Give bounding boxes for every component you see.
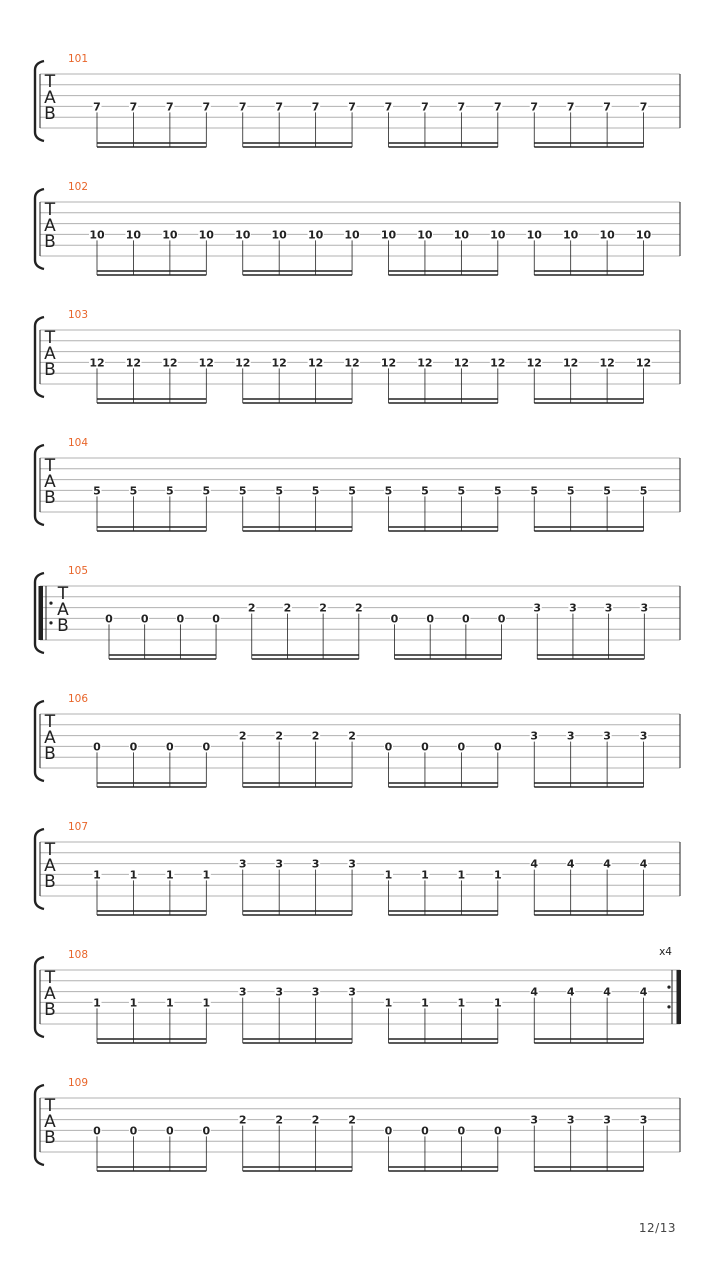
fret-number: 10 (417, 228, 433, 242)
measure-number: 101 (68, 53, 89, 65)
fret-number: 1 (93, 996, 101, 1010)
fret-number: 2 (311, 729, 320, 743)
tab-clef-letter: T (44, 840, 56, 860)
tab-clef-letter: A (44, 88, 56, 108)
fret-number: 10 (198, 228, 214, 242)
fret-number: 12 (599, 356, 615, 370)
measure-number: 106 (68, 693, 89, 705)
fret-number: 7 (311, 100, 320, 114)
fret-number: 7 (166, 100, 174, 114)
tab-system-109 (35, 1077, 680, 1171)
fret-number: 0 (457, 740, 466, 754)
fret-number: 2 (238, 1113, 247, 1127)
fret-number: 0 (202, 740, 211, 754)
page-number: 12/13 (638, 1221, 676, 1235)
fret-number: 7 (202, 100, 211, 114)
fret-number: 5 (603, 484, 611, 498)
fret-number: 1 (493, 996, 502, 1010)
measure-number: 108 (68, 949, 89, 961)
fret-number: 5 (457, 484, 466, 498)
fret-number: 4 (603, 985, 611, 999)
fret-number: 10 (453, 228, 470, 242)
fret-number: 12 (490, 356, 506, 370)
repeat-dot (49, 602, 52, 605)
fret-number: 5 (421, 484, 429, 498)
fret-number: 2 (348, 1113, 356, 1127)
fret-number: 1 (129, 996, 138, 1010)
tab-clef-letter: B (44, 232, 56, 252)
measure-number: 107 (68, 821, 89, 833)
fret-number: 12 (235, 356, 251, 370)
fret-number: 10 (563, 228, 579, 242)
measure-number: 104 (68, 437, 89, 449)
fret-number: 0 (105, 612, 113, 626)
fret-number: 3 (604, 601, 613, 615)
tab-clef-letter: T (44, 712, 56, 732)
tab-clef-letter: T (44, 72, 56, 92)
fret-number: 3 (603, 729, 611, 743)
fret-number: 0 (166, 1124, 174, 1138)
fret-number: 7 (566, 100, 575, 114)
tab-clef-letter: T (44, 968, 56, 988)
measure-number: 103 (68, 309, 89, 321)
fret-number: 0 (129, 740, 138, 754)
fret-number: 12 (635, 356, 652, 370)
tab-clef-letter: B (44, 872, 56, 892)
fret-number: 4 (639, 857, 648, 871)
fret-number: 7 (639, 100, 648, 114)
fret-number: 10 (599, 228, 615, 242)
repeat-dot (667, 986, 670, 989)
tab-clef-letter: T (44, 1096, 56, 1116)
tab-system-106 (35, 693, 680, 787)
fret-number: 3 (238, 857, 247, 871)
fret-number: 1 (493, 868, 502, 882)
fret-number: 5 (566, 484, 575, 498)
fret-number: 1 (93, 868, 101, 882)
fret-number: 0 (493, 740, 502, 754)
fret-number: 0 (212, 612, 220, 626)
fret-number: 3 (348, 985, 356, 999)
fret-number: 5 (93, 484, 101, 498)
fret-number: 2 (247, 601, 256, 615)
measure-number: 109 (68, 1077, 89, 1089)
fret-number: 1 (457, 868, 466, 882)
fret-number: 0 (166, 740, 174, 754)
fret-number: 10 (380, 228, 397, 242)
tab-clef-letter: B (44, 1128, 56, 1148)
fret-number: 0 (93, 740, 101, 754)
tab-system-101 (35, 53, 680, 147)
measure-number: 105 (68, 565, 89, 577)
tab-system-104 (35, 437, 680, 531)
fret-number: 10 (235, 228, 251, 242)
fret-number: 0 (202, 1124, 211, 1138)
tab-clef-letter: A (44, 216, 56, 236)
fret-number: 2 (319, 601, 327, 615)
tab-system-108 (35, 946, 681, 1043)
fret-number: 1 (166, 996, 174, 1010)
fret-number: 12 (417, 356, 433, 370)
fret-number: 1 (202, 868, 211, 882)
tab-clef-letter: A (44, 344, 56, 364)
fret-number: 3 (639, 1113, 648, 1127)
fret-number: 0 (421, 1124, 429, 1138)
fret-number: 2 (348, 729, 356, 743)
fret-number: 5 (639, 484, 648, 498)
fret-number: 0 (462, 612, 470, 626)
fret-number: 4 (603, 857, 611, 871)
fret-number: 1 (202, 996, 211, 1010)
tab-clef-letter: B (44, 360, 56, 380)
tab-clef-letter: T (44, 456, 56, 476)
fret-number: 7 (93, 100, 101, 114)
tab-clef-letter: A (44, 1112, 56, 1132)
fret-number: 5 (166, 484, 174, 498)
fret-number: 1 (384, 996, 393, 1010)
tab-clef-letter: A (44, 984, 56, 1004)
tab-clef-letter: T (44, 328, 56, 348)
fret-number: 7 (238, 100, 247, 114)
tab-clef-letter: B (44, 744, 56, 764)
fret-number: 0 (497, 612, 506, 626)
fret-number: 1 (166, 868, 174, 882)
fret-number: 10 (490, 228, 506, 242)
fret-number: 4 (566, 857, 575, 871)
fret-number: 3 (640, 601, 649, 615)
repeat-dot (667, 1005, 670, 1008)
tab-system-102 (35, 181, 680, 275)
tab-system-103 (35, 309, 680, 403)
fret-number: 12 (526, 356, 542, 370)
fret-number: 2 (283, 601, 292, 615)
fret-number: 3 (311, 857, 320, 871)
fret-number: 0 (426, 612, 435, 626)
tab-clef-letter: A (44, 472, 56, 492)
fret-number: 3 (603, 1113, 611, 1127)
fret-number: 5 (129, 484, 138, 498)
fret-number: 2 (311, 1113, 320, 1127)
fret-number: 5 (275, 484, 284, 498)
fret-number: 7 (129, 100, 138, 114)
fret-number: 10 (526, 228, 542, 242)
fret-number: 7 (530, 100, 539, 114)
fret-number: 2 (275, 729, 284, 743)
fret-number: 10 (635, 228, 652, 242)
fret-number: 3 (569, 601, 577, 615)
tab-clef-letter: A (44, 728, 56, 748)
tab-system-107 (35, 821, 680, 915)
fret-number: 5 (202, 484, 211, 498)
fret-number: 4 (530, 857, 539, 871)
tab-clef-letter: B (57, 616, 69, 636)
fret-number: 12 (344, 356, 360, 370)
fret-number: 3 (566, 1113, 575, 1127)
fret-number: 10 (125, 228, 142, 242)
fret-number: 5 (238, 484, 247, 498)
fret-number: 12 (162, 356, 178, 370)
fret-number: 7 (493, 100, 502, 114)
repeat-end-thick-bar (677, 970, 682, 1024)
repeat-dot (49, 621, 52, 624)
fret-number: 12 (453, 356, 470, 370)
tab-clef-letter: A (44, 856, 56, 876)
measure-number: 102 (68, 181, 89, 193)
fret-number: 0 (390, 612, 399, 626)
fret-number: 0 (457, 1124, 466, 1138)
fret-number: 1 (421, 996, 429, 1010)
fret-number: 2 (275, 1113, 284, 1127)
fret-number: 1 (129, 868, 138, 882)
tab-clef-letter: B (44, 488, 56, 508)
tab-clef-letter: T (57, 584, 69, 604)
fret-number: 12 (307, 356, 324, 370)
tab-clef-letter: T (44, 200, 56, 220)
fret-number: 12 (198, 356, 214, 370)
fret-number: 1 (421, 868, 429, 882)
fret-number: 12 (563, 356, 579, 370)
fret-number: 3 (275, 857, 284, 871)
tab-clef-letter: A (57, 600, 69, 620)
fret-number: 5 (493, 484, 502, 498)
fret-number: 7 (348, 100, 356, 114)
tab-clef-letter: B (44, 104, 56, 124)
fret-number: 0 (493, 1124, 502, 1138)
fret-number: 7 (603, 100, 611, 114)
fret-number: 3 (566, 729, 575, 743)
fret-number: 2 (238, 729, 247, 743)
fret-number: 4 (566, 985, 575, 999)
fret-number: 10 (162, 228, 178, 242)
fret-number: 10 (271, 228, 287, 242)
tab-system-105 (35, 565, 680, 659)
fret-number: 3 (238, 985, 247, 999)
fret-number: 5 (384, 484, 393, 498)
fret-number: 3 (530, 729, 539, 743)
repeat-count: x4 (659, 946, 672, 958)
fret-number: 0 (421, 740, 429, 754)
fret-number: 5 (311, 484, 320, 498)
fret-number: 0 (140, 612, 149, 626)
fret-number: 12 (125, 356, 142, 370)
fret-number: 7 (275, 100, 284, 114)
fret-number: 1 (384, 868, 393, 882)
fret-number: 12 (89, 356, 105, 370)
fret-number: 0 (176, 612, 185, 626)
fret-number: 12 (271, 356, 287, 370)
fret-number: 12 (380, 356, 397, 370)
fret-number: 0 (93, 1124, 101, 1138)
fret-number: 10 (89, 228, 105, 242)
fret-number: 0 (384, 1124, 393, 1138)
fret-number: 3 (311, 985, 320, 999)
fret-number: 3 (530, 1113, 539, 1127)
fret-number: 4 (639, 985, 648, 999)
fret-number: 3 (348, 857, 356, 871)
fret-number: 3 (275, 985, 284, 999)
fret-number: 2 (354, 601, 363, 615)
fret-number: 7 (421, 100, 429, 114)
fret-number: 0 (129, 1124, 138, 1138)
fret-number: 1 (457, 996, 466, 1010)
fret-number: 5 (530, 484, 539, 498)
fret-number: 7 (384, 100, 393, 114)
fret-number: 7 (457, 100, 466, 114)
fret-number: 4 (530, 985, 539, 999)
fret-number: 3 (639, 729, 648, 743)
fret-number: 3 (533, 601, 542, 615)
fret-number: 10 (344, 228, 360, 242)
fret-number: 5 (348, 484, 356, 498)
tab-clef-letter: B (44, 1000, 56, 1020)
repeat-start-thick-bar (39, 586, 44, 640)
fret-number: 0 (384, 740, 393, 754)
fret-number: 10 (307, 228, 324, 242)
